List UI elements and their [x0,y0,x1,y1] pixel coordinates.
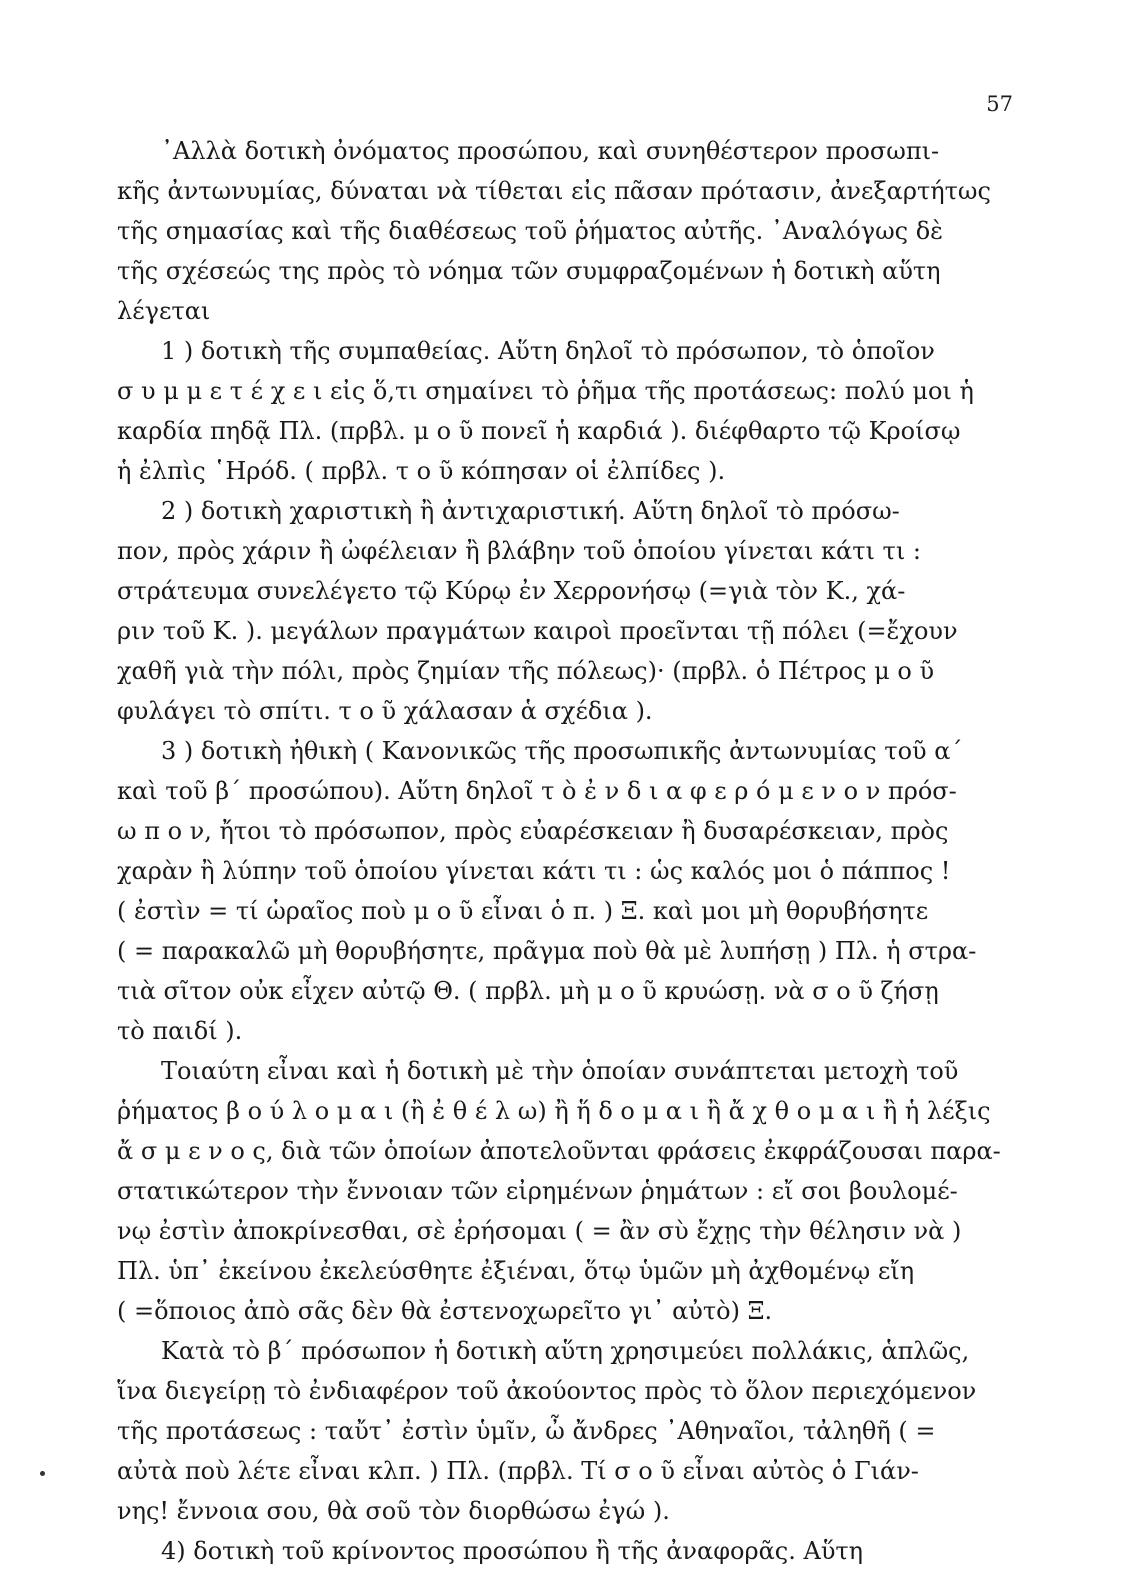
text-line: ( =ὅποιος ἀπὸ σᾶς δὲν θὰ ἐστενοχωρεῖτο γι᾿ αὐτὸ) Ξ. [117,1297,773,1325]
text-line: χαρὰν ἢ λύπην τοῦ ὁποίου γίνεται κάτι τι : ὡς καλός μοι ὁ πάππος ! [117,857,951,885]
text-line: 4) δοτικὴ τοῦ κρίνοντος προσώπου ἢ τῆς ἀναφορᾶς. Αὕτη [161,1537,864,1565]
text-line: αὐτὰ ποὺ λέτε εἶναι κλπ. ) Πλ. (πρβλ. Τί σ ο ῦ εἶναι αὐτὸς ὁ Γιάν- [117,1457,919,1485]
text-line: τῆς σχέσεώς της πρὸς τὸ νόημα τῶν συμφραζομένων ἡ δοτικὴ αὕτη [117,257,941,285]
text-line: στατικώτερον τὴν ἔννοιαν τῶν εἰρημένων ῥημάτων : εἴ σοι βουλομέ- [117,1177,958,1205]
text-line: τῆς προτάσεως : ταὔτ᾿ ἐστὶν ὑμῖν, ὦ ἄνδρες ᾿Αθηναῖοι, τἀληθῆ ( = [117,1417,936,1445]
text-line: καὶ τοῦ β´ προσώπου). Αὕτη δηλοῖ τ ὸ ἐ ν δ ι α φ ε ρ ό μ ε ν ο ν πρόσ- [117,777,957,805]
text-line: 3 ) δοτικὴ ἠθικὴ ( Κανονικῶς τῆς προσωπικῆς ἀντωνυμίας τοῦ α´ [161,737,963,765]
text-line: φυλάγει τὸ σπίτι. τ ο ῦ χάλασαν ἁ σχέδια ). [117,697,653,725]
text-line: ἵνα διεγείρῃ τὸ ἐνδιαφέρον τοῦ ἀκούοντος πρὸς τὸ ὅλον περιεχόμενον [117,1377,977,1405]
text-line: στράτευμα συνελέγετο τῷ Κύρῳ ἐν Χερρονήσῳ (=γιὰ τὸν Κ., χά- [117,577,906,605]
text-line: ( = παρακαλῶ μὴ θορυβήσητε, πρᾶγμα ποὺ θὰ μὲ λυπήσῃ ) Πλ. ἡ στρα- [117,937,977,965]
text-line: ᾿Αλλὰ δοτικὴ ὀνόματος προσώπου, καὶ συνηθέστερον προσωπι- [161,137,940,165]
text-line: ἡ ἐλπὶς ῾Ηρόδ. ( πρβλ. τ ο ῦ κόπησαν οἱ ἐλπίδες ). [117,457,726,485]
text-line: ῥήματος β ο ύ λ ο μ α ι (ἢ ἐ θ έ λ ω) ἢ ἥ δ ο μ α ι ἢ ἄ χ θ ο μ α ι ἢ ἡ λέξις [117,1097,991,1125]
text-line: ἄ σ μ ε ν ο ς, διὰ τῶν ὁποίων ἀποτελοῦνται φράσεις ἐκφράζουσαι παρα- [117,1137,1001,1165]
text-line: κῆς ἀντωνυμίας, δύναται νὰ τίθεται εἰς πᾶσαν πρότασιν, ἀνεξαρτήτως [117,177,991,205]
text-line: Κατὰ τὸ β´ πρόσωπον ἡ δοτικὴ αὕτη χρησιμεύει πολλάκις, ἁπλῶς, [161,1337,970,1365]
text-line: 2 ) δοτικὴ χαριστικὴ ἢ ἀντιχαριστική. Αὕτη δηλοῖ τὸ πρόσω- [161,497,900,525]
text-line: σ υ μ μ ε τ έ χ ε ι εἰς ὅ,τι σημαίνει τὸ ῥῆμα τῆς προτάσεως: πολύ μοι ἡ [117,377,974,405]
body-text [117,131,1017,1571]
text-line: ριν τοῦ Κ. ). μεγάλων πραγμάτων καιροὶ προεῖνται τῇ πόλει (=ἔχουν [117,617,958,645]
text-line: Πλ. ὑπ᾿ ἐκείνου ἐκελεύσθητε ἐξιέναι, ὅτῳ ὑμῶν μὴ ἀχθομένῳ εἴη [117,1257,915,1285]
text-line: πον, πρὸς χάριν ἢ ὠφέλειαν ἢ βλάβην τοῦ ὁποίου γίνεται κάτι τι : [117,537,921,565]
text-line: τιὰ σῖτον οὐκ εἶχεν αὐτῷ Θ. ( πρβλ. μὴ μ ο ῦ κρυώσῃ. νὰ σ ο ῦ ζήσῃ [117,977,939,1005]
text-line: ω π ο ν, ἤτοι τὸ πρόσωπον, πρὸς εὐαρέσκειαν ἢ δυσαρέσκειαν, πρὸς [117,817,949,845]
text-line: ( ἐστὶν = τί ὡραῖος ποὺ μ ο ῦ εἶναι ὁ π. ) Ξ. καὶ μοι μὴ θορυβήσητε [117,897,929,925]
text-line: λέγεται [117,297,211,325]
text-line: καρδία πηδᾷ Πλ. (πρβλ. μ ο ῦ πονεῖ ἡ καρδιά ). διέφθαρτο τῷ Κροίσῳ [117,417,961,445]
page-number: 57 [986,92,1013,116]
text-line: χαθῆ γιὰ τὴν πόλι, πρὸς ζημίαν τῆς πόλεως)· (πρβλ. ὁ Πέτρος μ ο ῦ [117,657,935,685]
text-line: 1 ) δοτικὴ τῆς συμπαθείας. Αὕτη δηλοῖ τὸ πρόσωπον, τὸ ὁποῖον [161,337,935,365]
text-line: νης! ἔννοια σου, θὰ σοῦ τὸν διορθώσω ἐγώ ). [117,1497,670,1525]
scan-mark [40,1471,45,1476]
text-line: τῆς σημασίας καὶ τῆς διαθέσεως τοῦ ῥήματος αὐτῆς. ᾿Αναλόγως δὲ [117,217,944,245]
text-line: Τοιαύτη εἶναι καὶ ἡ δοτικὴ μὲ τὴν ὁποίαν συνάπτεται μετοχὴ τοῦ [161,1057,959,1085]
text-line: νῳ ἐστὶν ἀποκρίνεσθαι, σὲ ἐρήσομαι ( = ἂν σὺ ἔχῃς τὴν θέλησιν νὰ ) [117,1217,962,1245]
text-line: τὸ παιδί ). [117,1017,243,1045]
